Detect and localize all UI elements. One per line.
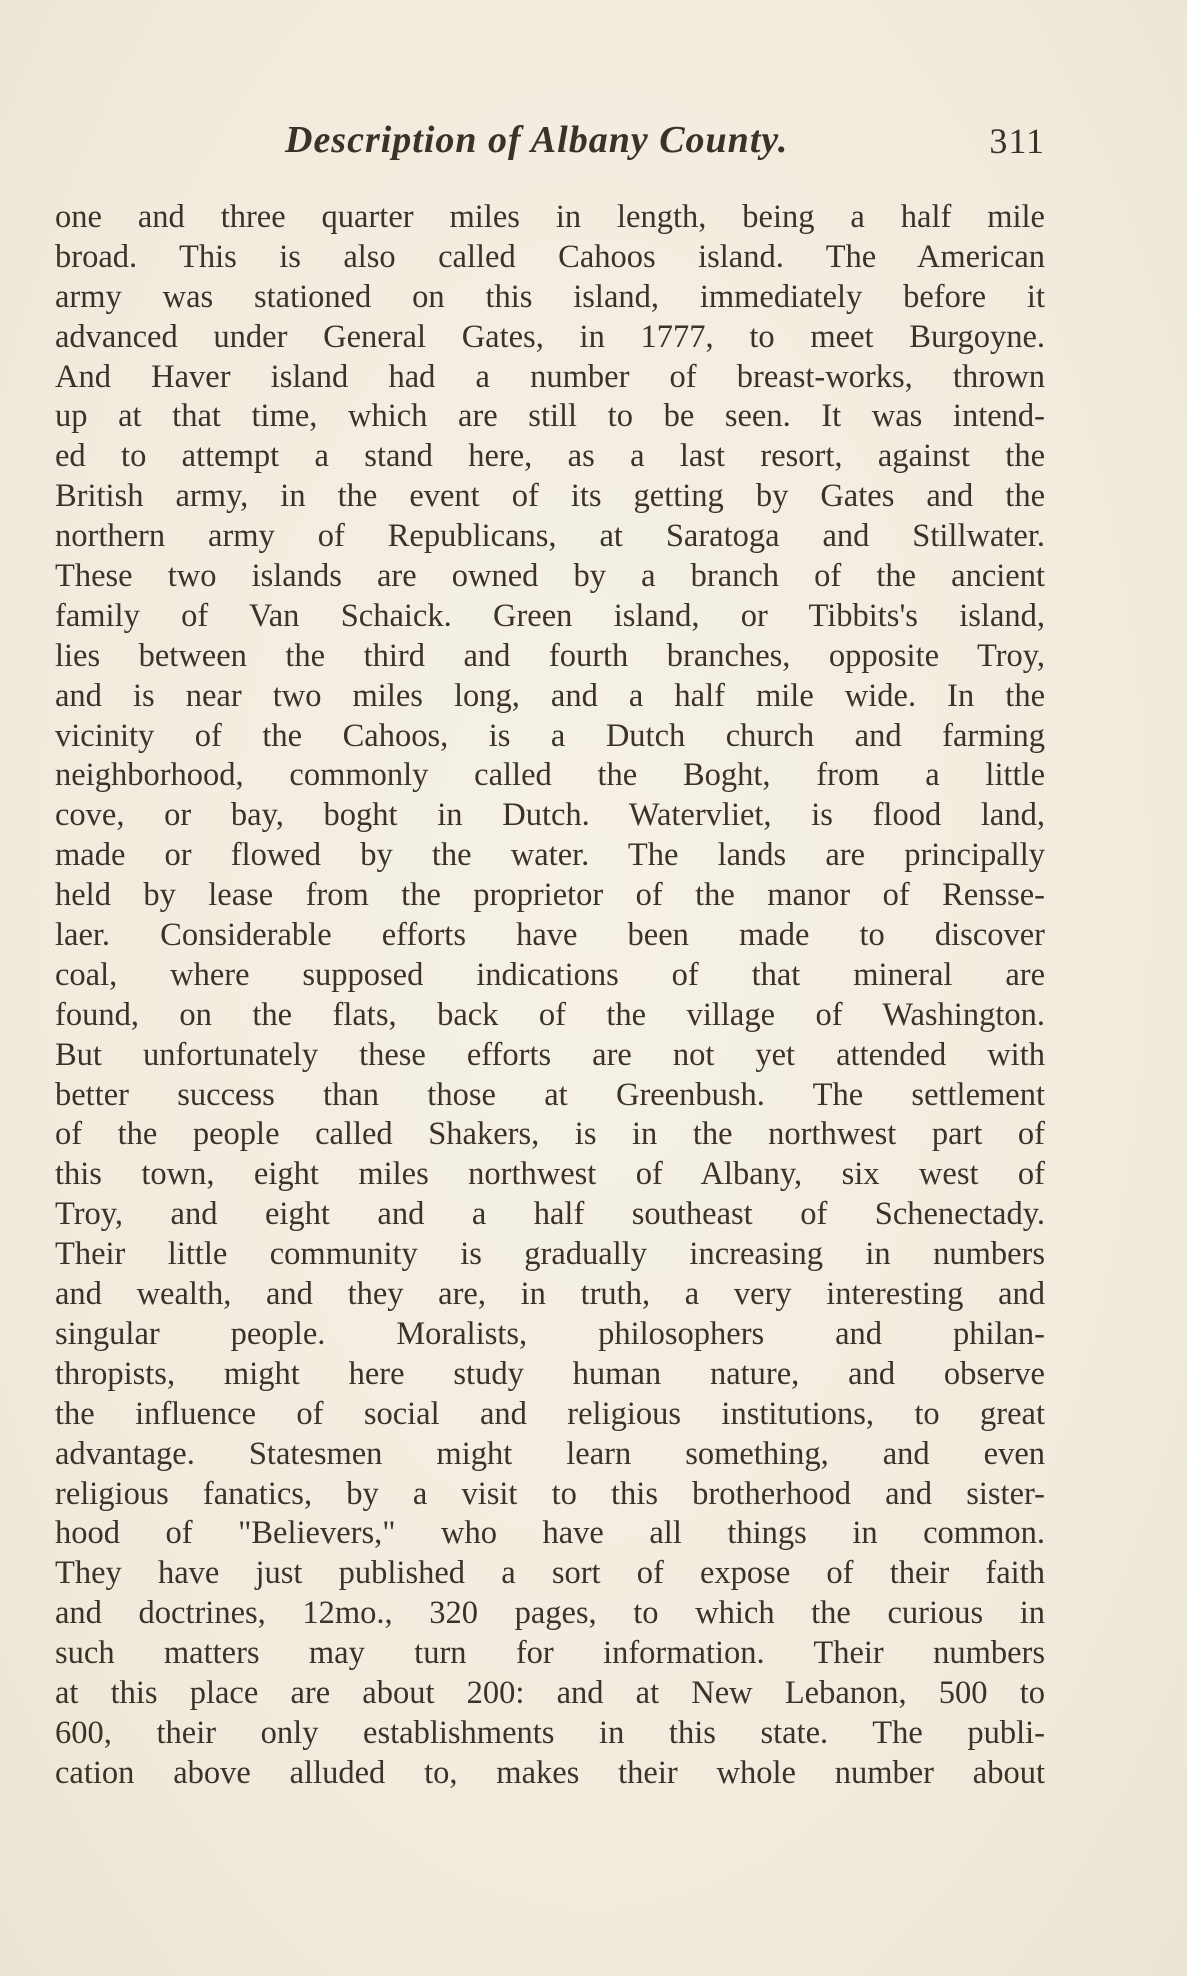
text-line: held by lease from the proprietor of the manor of Rensse- [55, 877, 1045, 914]
text-line: cove, or bay, boght in Dutch. Watervliet, is flood land, [55, 797, 1045, 834]
text-line: laer. Considerable efforts have been made to discover [55, 917, 1045, 954]
text-line: found, on the flats, back of the village of Washington. [55, 996, 1045, 1033]
text-line: up at that time, which are still to be seen. It was intend- [55, 398, 1045, 435]
body-text [55, 198, 1045, 1794]
text-line: the influence of social and religious institutions, to great [55, 1395, 1045, 1432]
text-line: religious fanatics, by a visit to this brotherhood and sister- [55, 1475, 1045, 1512]
text-line: northern army of Republicans, at Saratoga and Stillwater. [55, 518, 1045, 555]
text-line: made or flowed by the water. The lands are principally [55, 837, 1045, 874]
text-line: such matters may turn for information. Their numbers [55, 1635, 1045, 1672]
text-line: And Haver island had a number of breast-works, thrown [55, 358, 1045, 395]
text-line: singular people. Moralists, philosophers and philan- [55, 1315, 1045, 1352]
text-line: hood of "Believers," who have all things in common. [55, 1515, 1045, 1552]
text-line: coal, where supposed indications of that mineral are [55, 956, 1045, 993]
text-line: lies between the third and fourth branches, opposite Troy, [55, 637, 1045, 674]
text-line: vicinity of the Cahoos, is a Dutch church and farming [55, 717, 1045, 754]
text-line: But unfortunately these efforts are not yet attended with [55, 1036, 1045, 1073]
text-line: ed to attempt a stand here, as a last resort, against the [55, 438, 1045, 475]
text-line: this town, eight miles northwest of Albany, six west of [55, 1156, 1045, 1193]
text-line: neighborhood, commonly called the Boght, from a little [55, 757, 1045, 794]
text-line: advantage. Statesmen might learn something, and even [55, 1435, 1045, 1472]
text-line: one and three quarter miles in length, being a half mile [55, 199, 1045, 235]
text-line: British army, in the event of its getting by Gates and the [55, 478, 1045, 515]
text-line: advanced under General Gates, in 1777, to meet Burgoyne. [55, 318, 1045, 355]
text-line: broad. This is also called Cahoos island. The American [55, 238, 1045, 275]
text-line: Troy, and eight and a half southeast of Schenectady. [55, 1196, 1045, 1233]
text-line: 600, their only establishments in this state. The publi- [55, 1714, 1045, 1751]
running-title: Description of Albany County. [285, 119, 789, 161]
text-line: of the people called Shakers, is in the northwest part of [55, 1116, 1045, 1153]
text-line: better success than those at Greenbush. The settlement [55, 1076, 1045, 1113]
text-line: They have just published a sort of expose of their faith [55, 1555, 1045, 1592]
text-line: These two islands are owned by a branch of the ancient [55, 558, 1045, 595]
text-line: and is near two miles long, and a half mile wide. In the [55, 677, 1045, 714]
text-line: and wealth, and they are, in truth, a very interesting and [55, 1276, 1045, 1313]
text-line: thropists, might here study human nature, and observe [55, 1355, 1045, 1392]
text-line: at this place are about 200: and at New Lebanon, 500 to [55, 1674, 1045, 1711]
text-line: family of Van Schaick. Green island, or Tibbits's island, [55, 597, 1045, 634]
text-line: and doctrines, 12mo., 320 pages, to which the curious in [55, 1595, 1045, 1632]
text-line: army was stationed on this island, immediately before it [55, 278, 1045, 315]
text-line: Their little community is gradually increasing in numbers [55, 1236, 1045, 1273]
page-number: 311 [989, 121, 1045, 161]
text-line: cation above alluded to, makes their whole number about [55, 1754, 1045, 1791]
page-header [55, 118, 1045, 168]
